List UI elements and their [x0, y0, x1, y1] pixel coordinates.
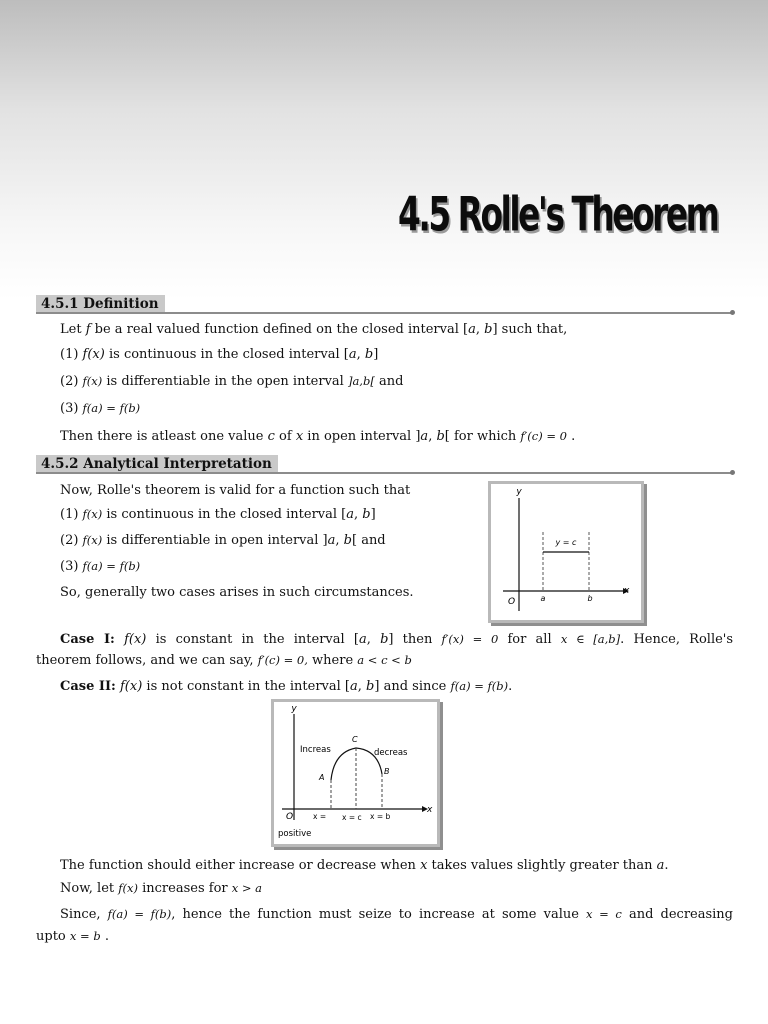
text: ]: [373, 347, 379, 362]
var-a: a: [420, 429, 429, 444]
point-label-c: C: [352, 735, 358, 744]
var-a: a: [346, 507, 355, 522]
text: ,: [357, 679, 367, 694]
axis-label-y: y: [291, 704, 297, 714]
definition-conclusion: [60, 427, 575, 446]
math-fx: f(x): [82, 347, 105, 362]
text: ,: [335, 533, 344, 548]
axis-label-x: x: [427, 805, 433, 815]
text: (3): [60, 401, 83, 416]
decreasing-label: decreas: [374, 748, 408, 758]
figure-nonconstant-svg: [274, 702, 437, 844]
math-equation: x = c: [586, 907, 622, 921]
section-rule: [36, 472, 733, 474]
origin-label: O: [508, 597, 516, 607]
text: (1): [60, 347, 83, 362]
text: takes values slightly greater than: [427, 858, 657, 873]
text: [ for which: [444, 429, 521, 444]
paragraph-since-line-2: [36, 927, 109, 946]
analytical-intro: Now, Rolle's theorem is valid for a function such that: [60, 483, 411, 498]
text: Let: [60, 322, 86, 337]
text: Now, let: [60, 881, 119, 896]
text: where: [307, 653, 358, 668]
text: is not constant in the interval [: [142, 679, 351, 694]
analytical-condition-3: [60, 557, 140, 576]
text: (3): [60, 559, 83, 574]
var-a: a: [350, 679, 358, 694]
text: , hence the function must seize to increase at some value: [171, 907, 587, 922]
math-fx: f(x): [124, 632, 147, 647]
math-equation: x ∈ [a,b]: [560, 632, 621, 646]
definition-condition-3: [60, 399, 140, 418]
text: ,: [475, 322, 485, 337]
definition-condition-2: [60, 372, 403, 391]
math-equation: f(a) = f(b): [107, 907, 172, 921]
text: . Hence, Rolle's: [620, 632, 734, 647]
text: is differentiable in the open interval: [102, 374, 348, 389]
analytical-condition-1: [60, 505, 376, 524]
text: and decreasing: [621, 907, 733, 922]
text: .: [100, 929, 109, 944]
text: increases for: [137, 881, 232, 896]
math-fx: f(x): [120, 679, 143, 694]
page-title: 4.5 Rolle's Theorem: [398, 188, 718, 243]
math-equation: f′(x) = 0: [441, 632, 499, 646]
text: in open interval ]: [303, 429, 421, 444]
paragraph-since-line-1: [60, 905, 733, 924]
increasing-label: Increas: [300, 745, 331, 755]
math-equation: f(a) = f(b): [82, 559, 141, 573]
x-equals-c-label: x = c: [342, 813, 362, 822]
text: for all: [498, 632, 561, 647]
math-equation: a < c < b: [357, 653, 412, 667]
text: .: [664, 858, 669, 873]
var-b: b: [362, 507, 371, 522]
var-x: x: [420, 858, 428, 873]
var-a: a: [348, 347, 357, 362]
text: ,: [356, 347, 365, 362]
text: is differentiable in open interval ]: [102, 533, 328, 548]
text: ]: [370, 507, 376, 522]
definition-condition-1: [60, 346, 378, 364]
analytical-condition-2: [60, 531, 386, 550]
axis-label-x: x: [624, 586, 630, 596]
point-label-a: a: [540, 594, 546, 603]
section-rule: [36, 312, 733, 314]
text: ] such that,: [492, 322, 568, 337]
text: ] then: [388, 632, 442, 647]
text: .: [566, 429, 576, 444]
analytical-cases-intro: So, generally two cases arises in such circumstances.: [60, 585, 414, 600]
math-fx: f(x): [82, 533, 103, 547]
definition-line-1: [60, 321, 567, 339]
text: ,: [366, 632, 381, 647]
case-two-line: [60, 677, 512, 696]
figure-nonconstant-function: [271, 699, 440, 847]
case-one-line-2: [36, 651, 412, 670]
point-label-b: B: [384, 767, 390, 776]
var-b: b: [380, 632, 389, 647]
case-one-line-1: [60, 630, 733, 649]
var-c: c: [267, 429, 275, 444]
text: The function should either increase or decrease when: [60, 858, 421, 873]
section-heading-definition: 4.5.1 Definition: [36, 295, 165, 314]
text: of: [274, 429, 296, 444]
math-equation: f(a) = f(b): [450, 679, 509, 693]
text: Then there is atleast one value: [60, 429, 268, 444]
math-equation: x = b: [69, 929, 101, 943]
var-a: a: [656, 858, 665, 873]
text: upto: [36, 929, 70, 944]
var-b: b: [436, 429, 445, 444]
figure-constant-svg: [491, 484, 641, 620]
text: is continuous in the closed interval [: [102, 507, 347, 522]
case-label: Case II:: [60, 679, 116, 694]
text: is continuous in the closed interval [: [104, 347, 349, 362]
math-equation: f′(c) = 0,: [257, 653, 308, 667]
constant-label: y = c: [555, 538, 577, 547]
case-label: Case I:: [60, 632, 115, 647]
section-rule-dot: [730, 470, 735, 475]
math-fx: f(x): [118, 881, 138, 895]
var-a: a: [358, 632, 367, 647]
text: ] and since: [374, 679, 451, 694]
math-fx: f(x): [82, 507, 103, 521]
var-f: f: [85, 322, 91, 337]
var-b: b: [364, 347, 374, 362]
text: [ and: [351, 533, 386, 548]
text: (2): [60, 374, 83, 389]
var-b: b: [366, 679, 375, 694]
text: is constant in the interval [: [146, 632, 359, 647]
figure-constant-function: [488, 481, 644, 623]
var-b: b: [484, 322, 493, 337]
point-label-b: b: [587, 594, 593, 603]
var-a: a: [468, 322, 476, 337]
var-x: x: [295, 429, 304, 444]
math-equation: f′(c) = 0: [520, 429, 567, 443]
section-heading-analytical: 4.5.2 Analytical Interpretation: [36, 455, 278, 474]
text: ,: [428, 429, 437, 444]
text: and: [374, 374, 404, 389]
text: be a real valued function defined on the closed interval [: [90, 322, 469, 337]
var-a: a: [327, 533, 336, 548]
text: ,: [354, 507, 363, 522]
origin-label: O: [286, 812, 294, 822]
text: Since,: [60, 907, 108, 922]
text: (1): [60, 507, 83, 522]
axis-label-y: y: [516, 487, 522, 497]
paragraph-now-let: [60, 879, 262, 898]
var-b: b: [343, 533, 352, 548]
text: .: [508, 679, 513, 694]
text: theorem follows, and we can say,: [36, 653, 258, 668]
point-label-a: A: [319, 773, 325, 782]
x-equals-label: x =: [313, 812, 327, 821]
math-interval: ]a,b[: [347, 374, 375, 388]
text: (2): [60, 533, 83, 548]
math-equation: f(a) = f(b): [82, 401, 141, 415]
math-fx: f(x): [82, 374, 103, 388]
section-rule-dot: [730, 310, 735, 315]
math-equation: x > a: [231, 881, 263, 895]
x-equals-b-label: x = b: [370, 812, 391, 821]
positive-label: positive: [278, 829, 312, 839]
paragraph-increase-decrease: [60, 857, 669, 875]
